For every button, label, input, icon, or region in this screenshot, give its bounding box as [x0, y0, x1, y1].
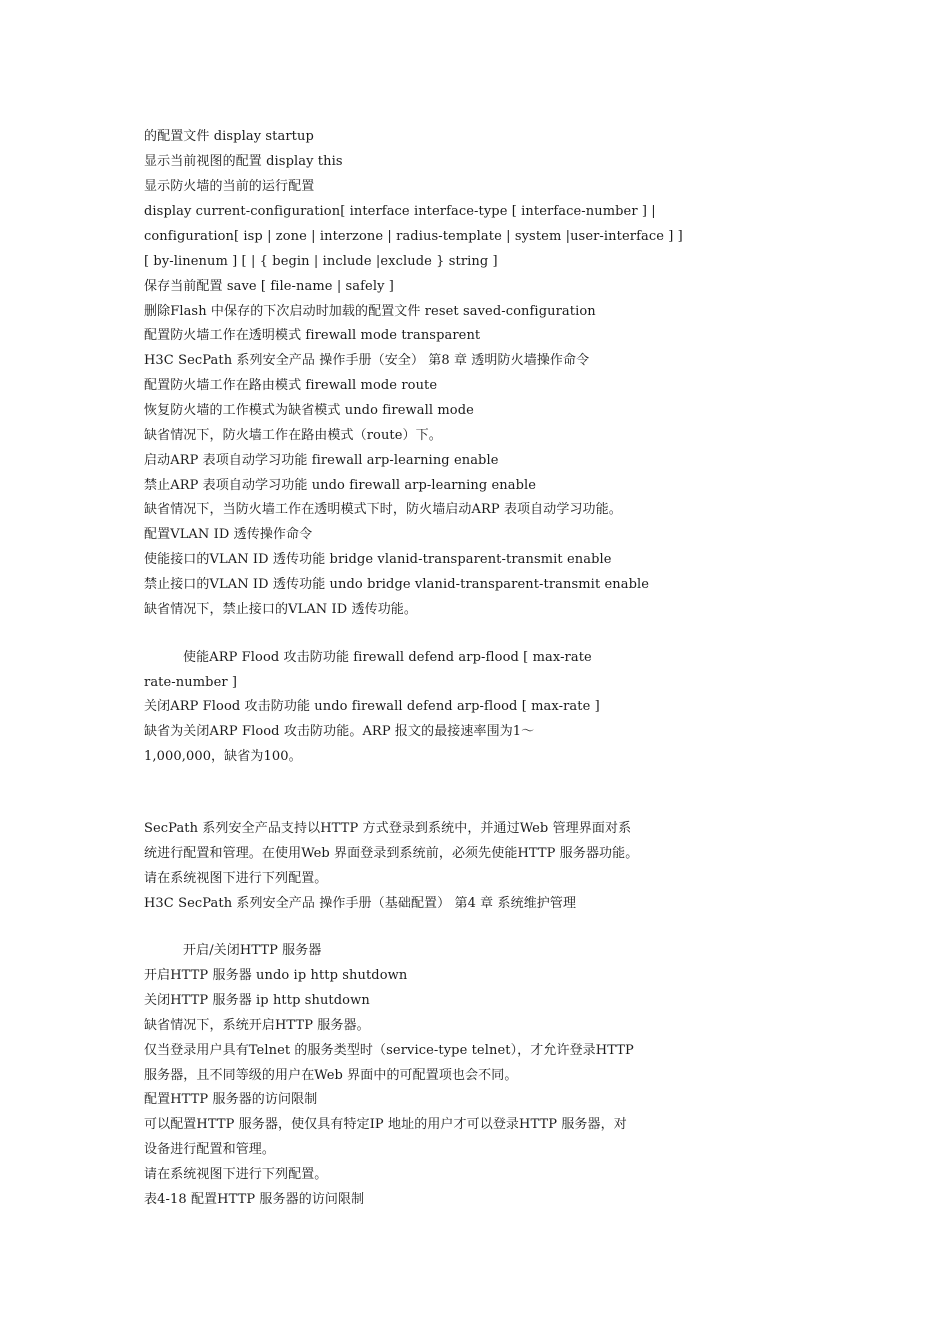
text-line: 统进行配置和管理。在使用Web 界面登录到系统前，必须先使能HTTP 服务器功能。: [144, 846, 639, 861]
text-line: 可以配置HTTP 服务器，使仅具有特定IP 地址的用户才可以登录HTTP 服务器，对: [144, 1117, 627, 1132]
text-line: display current-configuration[ interface interface-type [ interface-number ] |: [144, 204, 656, 219]
text-line: 关闭ARP Flood 攻击防功能 undo firewall defend arp-flood [ max-rate ]: [144, 699, 600, 714]
text-line: 缺省为关闭ARP Flood 攻击防功能。ARP 报文的最接速率围为1～: [144, 724, 535, 739]
text-line: 开启HTTP 服务器 undo ip http shutdown: [144, 968, 408, 983]
section-heading: 开启/关闭HTTP 服务器: [183, 943, 322, 958]
text-line: 删除Flash 中保存的下次启动时加载的配置文件 reset saved-configuration: [144, 304, 596, 319]
text-line: rate-number ]: [144, 675, 238, 690]
text-line: 缺省情况下，系统开启HTTP 服务器。: [144, 1018, 370, 1033]
text-line: SecPath 系列安全产品支持以HTTP 方式登录到系统中，并通过Web 管理界面对系: [144, 821, 632, 836]
text-line: 配置防火墙工作在路由模式 firewall mode route: [144, 378, 438, 393]
text-line: 缺省情况下，防火墙工作在路由模式（route）下。: [144, 428, 442, 443]
text-line: 禁止接口的VLAN ID 透传功能 undo bridge vlanid-transparent-transmit enable: [144, 577, 650, 592]
text-line: 使能接口的VLAN ID 透传功能 bridge vlanid-transparent-transmit enable: [144, 552, 612, 567]
text-line: 显示当前视图的配置 display this: [144, 154, 343, 169]
text-line: 1,000,000，缺省为100。: [144, 749, 302, 764]
text-line: 配置防火墙工作在透明模式 firewall mode transparent: [144, 328, 481, 343]
text-line: 恢复防火墙的工作模式为缺省模式 undo firewall mode: [144, 403, 474, 418]
text-line: H3C SecPath 系列安全产品 操作手册（基础配置） 第4 章 系统维护管理: [144, 896, 577, 911]
text-line: 缺省情况下，当防火墙工作在透明模式下时，防火墙启动ARP 表项自动学习功能。: [144, 502, 622, 517]
text-line: 显示防火墙的当前的运行配置: [144, 179, 315, 194]
text-line: 关闭HTTP 服务器 ip http shutdown: [144, 993, 370, 1008]
text-line: 配置VLAN ID 透传操作命令: [144, 527, 313, 542]
text-line: 服务器，且不同等级的用户在Web 界面中的可配置项也会不同。: [144, 1068, 518, 1083]
text-line: configuration[ isp | zone | interzone | radius-template | system |user-interface ] ]: [144, 229, 683, 244]
text-line: 配置HTTP 服务器的访问限制: [144, 1092, 318, 1107]
text-line: 禁止ARP 表项自动学习功能 undo firewall arp-learning enable: [144, 478, 537, 493]
text-line: 保存当前配置 save [ file-name | safely ]: [144, 279, 394, 294]
text-line: 启动ARP 表项自动学习功能 firewall arp-learning enable: [144, 453, 499, 468]
text-line: 的配置文件 display startup: [144, 129, 314, 144]
text-line: 使能ARP Flood 攻击防功能 firewall defend arp-flood [ max-rate: [183, 650, 592, 665]
text-line: 请在系统视图下进行下列配置。: [144, 1167, 328, 1182]
text-line: H3C SecPath 系列安全产品 操作手册（安全） 第8 章 透明防火墙操作命令: [144, 353, 590, 368]
table-caption: 表4-18 配置HTTP 服务器的访问限制: [144, 1192, 365, 1207]
text-line: [ by-linenum ] [ | { begin | include |exclude } string ]: [144, 254, 498, 269]
text-line: 请在系统视图下进行下列配置。: [144, 871, 328, 886]
text-line: 缺省情况下，禁止接口的VLAN ID 透传功能。: [144, 602, 418, 617]
text-line: 仅当登录用户具有Telnet 的服务类型时（service-type telnet），才允许登录HTTP: [144, 1043, 634, 1058]
text-line: 设备进行配置和管理。: [144, 1142, 276, 1157]
